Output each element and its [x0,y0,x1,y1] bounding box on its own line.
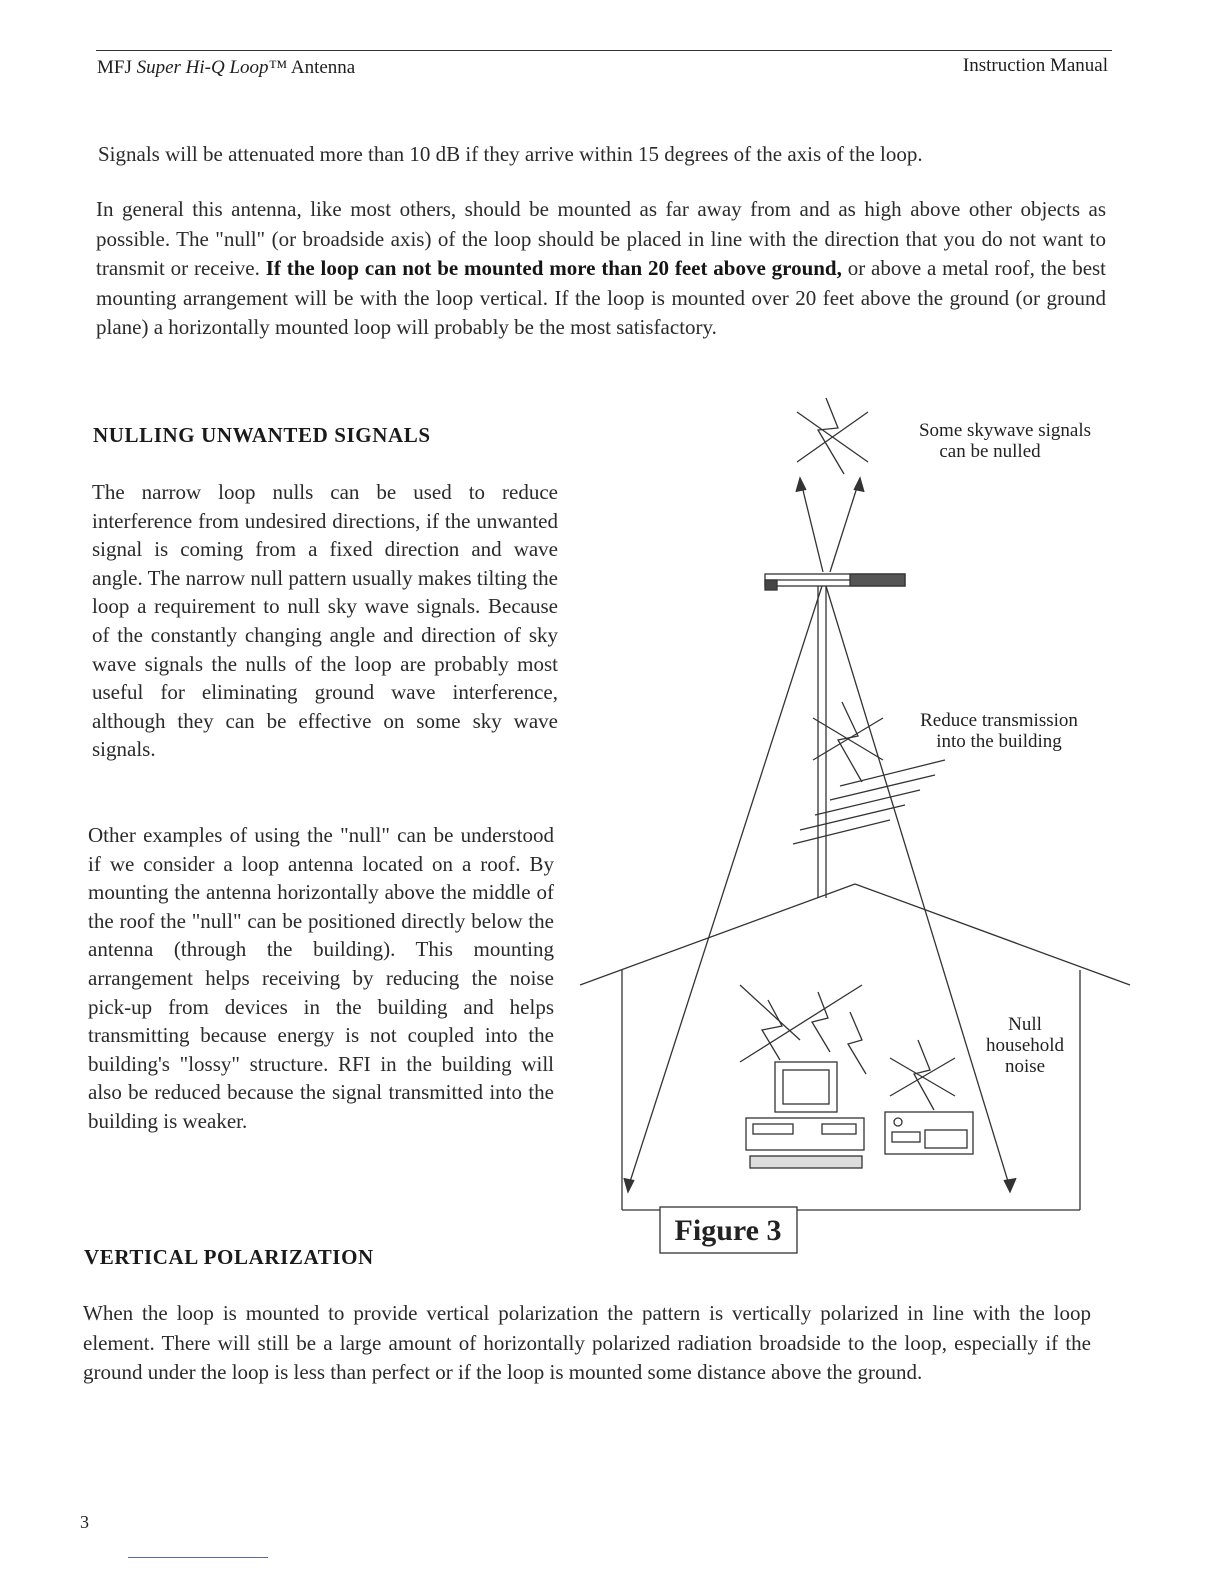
null-label-2: household [985,1035,1065,1056]
intro-p2-text-a: In general this antenna, like most others, should be mounted as far away from and as high above other objects as possible. The "null" (or broadside axis) of the loop should be placed in line with the direction that you do not want to transmit or receive. [96,197,1106,280]
header-title [97,57,355,79]
null-label-1: Null [1008,1014,1042,1035]
vertical-heading: VERTICAL POLARIZATION [84,1245,374,1269]
computer-icon [746,1062,864,1168]
skywave-label-1: Some skywave signals [918,420,1092,441]
skywave-null-mark [797,398,868,474]
header-rule [96,50,1112,51]
loop-antenna [765,574,905,590]
intro-p2-text-b: or above a metal roof, the best mounting arrangement will be with the loop vertical. If the loop is mounted over 20 feet above the ground (or ground plane) a horizontally mounted loop will probably be the most satisfactory. [96,256,1107,339]
header-brand: MFJ [97,57,132,78]
figure-label: Figure 3 [674,1214,782,1247]
household-noise-bolts [740,985,866,1074]
nulling-paragraph-1: The narrow loop nulls can be used to reduce interference from undesired directions, if the unwanted signal is coming from a fixed direction and wave angle. The narrow null pattern usually makes tilting the loop a requirement to null sky wave signals. Because of the constantly changing angle and direction of sky wave signals the nulls of the loop are probably most useful for eliminating ground wave interference, although they can be effective on some sky wave signals. [92,480,558,762]
reduce-label-1: Reduce transmission [920,710,1078,731]
intro-p2-bold: If the loop can not be mounted more than 20 feet above ground, [265,256,842,280]
footer-rule [128,1557,268,1558]
radio-null-mark [890,1040,955,1110]
skywave-arrows [796,478,864,572]
vertical-paragraph: When the loop is mounted to provide vertical polarization the pattern is vertically polarized in line with the loop element. There will still be a large amount of horizontally polarized radiation broadside to the loop, especially if the ground under the loop is less than perfect or if the loop is mounted some distance above the ground. [83,1301,1091,1384]
header-product: Super Hi-Q Loop™ [136,57,288,78]
skywave-label-2: can be nulled [939,441,1041,462]
radio-icon [885,1112,973,1154]
figure-3-diagram [570,388,1150,1273]
nulling-paragraph-2: Other examples of using the "null" can be understood if we consider a loop antenna located on a roof. By mounting the antenna horizontally above the middle of the roof the "null" can be positioned directly below the antenna (through the building). This mounting arrangement helps receiving by reducing the noise pick-up from devices in the building and helps transmitting because energy is not coupled into the building's "lossy" structure. RFI in the building will also be reduced because the signal transmitted into the building is weaker. [88,823,554,1133]
intro-paragraph-1: Signals will be attenuated more than 10 dB if they arrive within 15 degrees of the axis of the loop. [98,142,923,166]
tv-antenna [793,760,945,844]
header-doc-type: Instruction Manual [962,55,1108,76]
reduce-label-2: into the building [936,731,1062,752]
nulling-heading: NULLING UNWANTED SIGNALS [93,423,431,447]
null-label-3: noise [1004,1056,1046,1077]
reduce-transmission-mark [813,702,883,782]
page-number: 3 [80,1512,89,1532]
intro-paragraph-2 [96,195,1106,343]
header-product-suffix: Antenna [290,57,356,78]
